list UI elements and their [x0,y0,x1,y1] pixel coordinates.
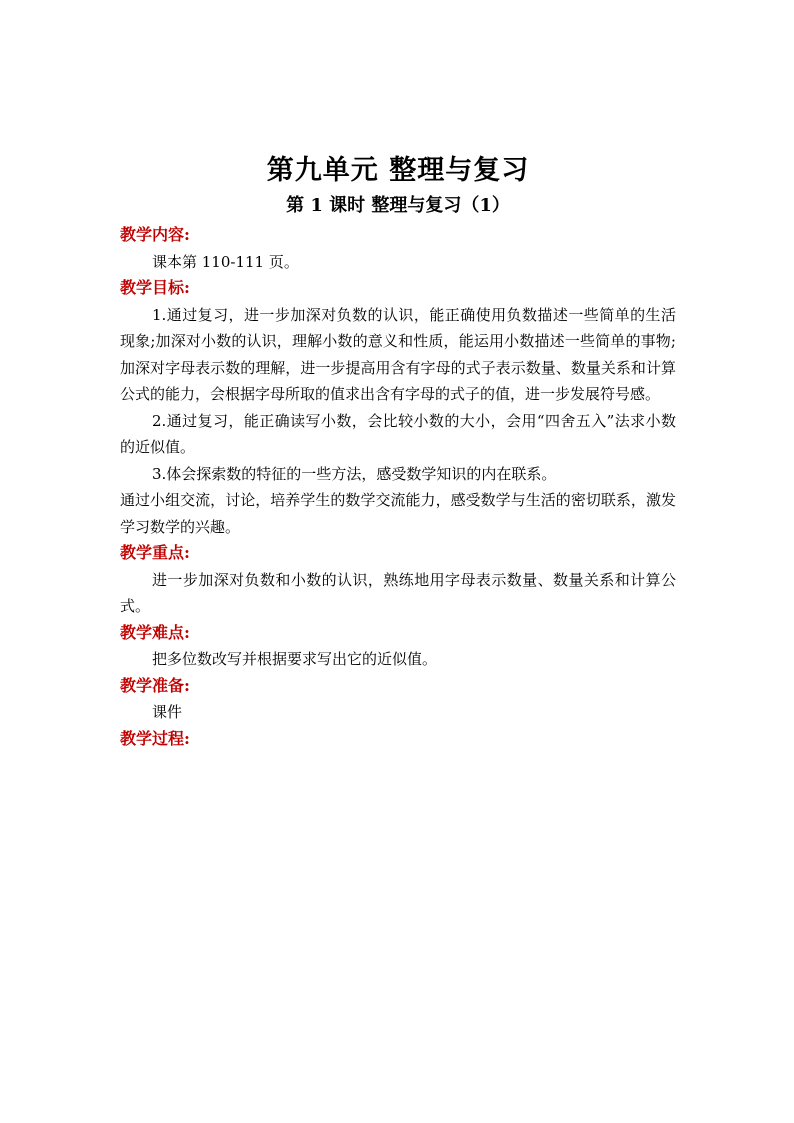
preparation-heading: 教学准备: [120,675,190,695]
unit-title: 第九单元 整理与复习 [266,155,530,186]
teaching-goals-heading: 教学目标: [120,278,190,297]
teaching-goal-2: 2.通过复习，能正确读写小数，会比较小数的大小，会用“四舍五入”法求小数的近似值。 [120,411,676,456]
lesson-subtitle: 第 1 课时 整理与复习（1） [286,195,510,216]
key-points-text: 进一步加深对负数和小数的认识，熟练地用字母表示数量、数量关系和计算公式。 [120,570,676,615]
teaching-goal-extra: 通过小组交流，讨论，培养学生的数学交流能力，感受数学与生活的密切联系，激发学习数学的兴趣。 [120,491,676,536]
difficulties-text: 把多位数改写并根据要求写出它的近似值。 [152,650,438,668]
process-heading: 教学过程: [120,728,190,748]
teaching-content-heading: 教学内容: [120,225,190,244]
teaching-goal-1: 1.通过复习，进一步加深对负数的认识，能正确使用负数描述一些简单的生活现象;加深对小数的认识，理解小数的意义和性质，能运用小数描述一些简单的事物;加深对字母表示数的理解，进一步提高用含有字母的式子表示数量、数量关系和计算公式的能力，会根据字母所取的值求出含有字母的式子的值，进一步发展符号感。 [120,305,676,403]
lesson-plan-page [120,150,676,752]
teaching-goal-3: 3.体会探索数的特征的一些方法，感受数学知识的内在联系。 [152,464,557,483]
difficulties-heading: 教学难点: [120,622,190,642]
key-points-heading: 教学重点: [120,543,190,562]
preparation-text: 课件 [152,703,183,721]
teaching-content-text: 课本第 110-111 页。 [152,252,299,271]
